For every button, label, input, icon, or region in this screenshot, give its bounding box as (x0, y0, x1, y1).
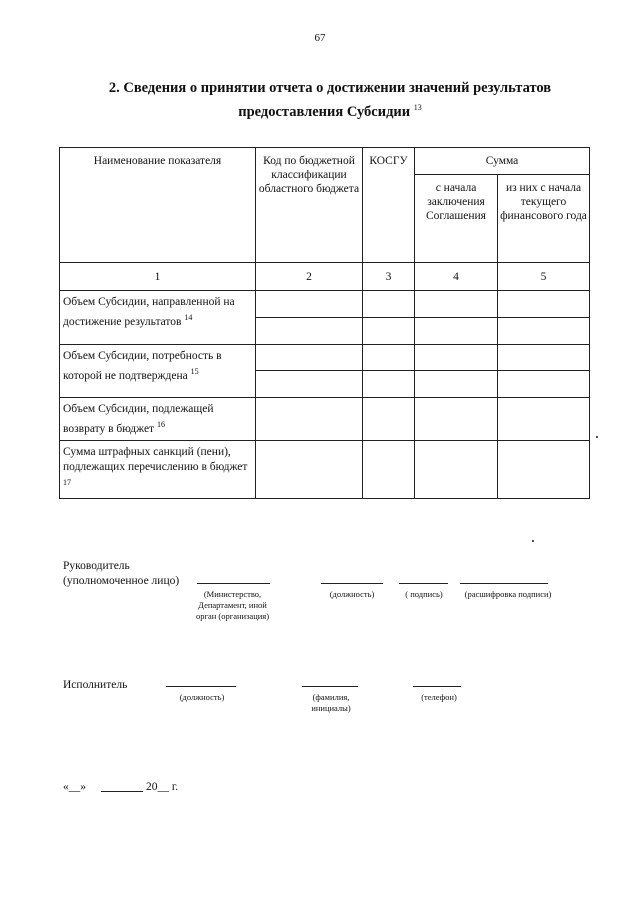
signature-line (399, 583, 448, 584)
table-cell (363, 318, 415, 345)
executor-name-line (302, 686, 358, 687)
head-label-authorized: (уполномоченное лицо) (63, 575, 180, 587)
table-cell (256, 291, 363, 318)
report-table (59, 147, 590, 499)
column-number-2: 2 (256, 263, 363, 291)
executor-label: Исполнитель (63, 679, 128, 691)
table-cell (363, 371, 415, 398)
header-sum: Сумма (415, 148, 590, 175)
table-cell (415, 398, 498, 441)
title-footnote: 13 (413, 103, 422, 112)
header-budget-code: Код по бюджетной классификации областного бюджета (256, 148, 363, 263)
row-label-directed: Объем Субсидии, направленной на достижение результатов $^{14}$ (60, 291, 256, 345)
table-cell (363, 441, 415, 499)
executor-position-caption: (должность) (179, 692, 225, 702)
executor-phone-caption: (телефон) (421, 692, 457, 702)
table-cell (415, 291, 498, 318)
date-year: 20__ г. (146, 781, 179, 793)
header-kosgu: КОСГУ (363, 148, 415, 263)
table-cell (498, 318, 590, 345)
table-cell (498, 441, 590, 499)
row-label-refund: Объем Субсидии, подлежащей возврату в бюджет $^{16}$ (60, 398, 256, 441)
signature-caption: ( подпись) (405, 589, 443, 599)
row-footnote: 17 (63, 478, 71, 487)
table-cell (256, 371, 363, 398)
column-number-3: 3 (363, 263, 415, 291)
section-title-line2: предоставления Субсидии $^{13}$ (238, 103, 422, 120)
executor-name-caption: (фамилия, инициалы) (311, 692, 351, 713)
column-number-4: 4 (415, 263, 498, 291)
position-caption: (должность) (329, 589, 375, 599)
row-footnote: 15 (190, 367, 199, 376)
date-day: «__» (63, 781, 86, 793)
table-cell (256, 441, 363, 499)
executor-phone-line (413, 686, 461, 687)
decode-caption: (расшифровка подписи) (464, 589, 552, 599)
table-cell (256, 318, 363, 345)
section-title (60, 79, 600, 122)
table-cell (363, 345, 415, 371)
table-cell (363, 291, 415, 318)
column-number-5: 5 (498, 263, 590, 291)
head-label: Руководитель (63, 560, 130, 572)
section-title-line1: 2. Сведения о принятии отчета о достижении значений результатов (108, 80, 552, 96)
table-cell (498, 398, 590, 441)
scan-speck (596, 436, 598, 438)
page-number: 67 (314, 32, 326, 44)
table-cell (498, 291, 590, 318)
header-indicator: Наименование показателя (60, 148, 256, 263)
table-cell (498, 371, 590, 398)
table-cell (498, 345, 590, 371)
executor-position-line (166, 686, 236, 687)
header-sum-current-year: из них с начала текущего финансового года (498, 175, 590, 263)
row-label-penalties: Сумма штрафных санкций (пени), подлежащих перечислению в бюджет $^{17}$ (60, 441, 256, 499)
table-cell (256, 398, 363, 441)
ministry-line (197, 583, 270, 584)
scan-speck (532, 540, 534, 542)
row-footnote: 14 (184, 313, 193, 322)
ministry-caption: (Министерство, Департамент, иной орган (организация) (195, 589, 270, 621)
row-footnote: 16 (156, 420, 165, 429)
table-cell (415, 345, 498, 371)
table-cell (363, 398, 415, 441)
position-line (321, 583, 383, 584)
column-number-1: 1 (60, 263, 256, 291)
table-cell (415, 371, 498, 398)
decode-line (460, 583, 548, 584)
date-month-line (101, 791, 143, 792)
header-sum-from-start: с начала заключения Соглашения (415, 175, 498, 263)
table-cell (415, 441, 498, 499)
table-cell (256, 345, 363, 371)
table-cell (415, 318, 498, 345)
row-label-unconfirmed: Объем Субсидии, потребность в которой не подтверждена $^{15}$ (60, 345, 256, 398)
